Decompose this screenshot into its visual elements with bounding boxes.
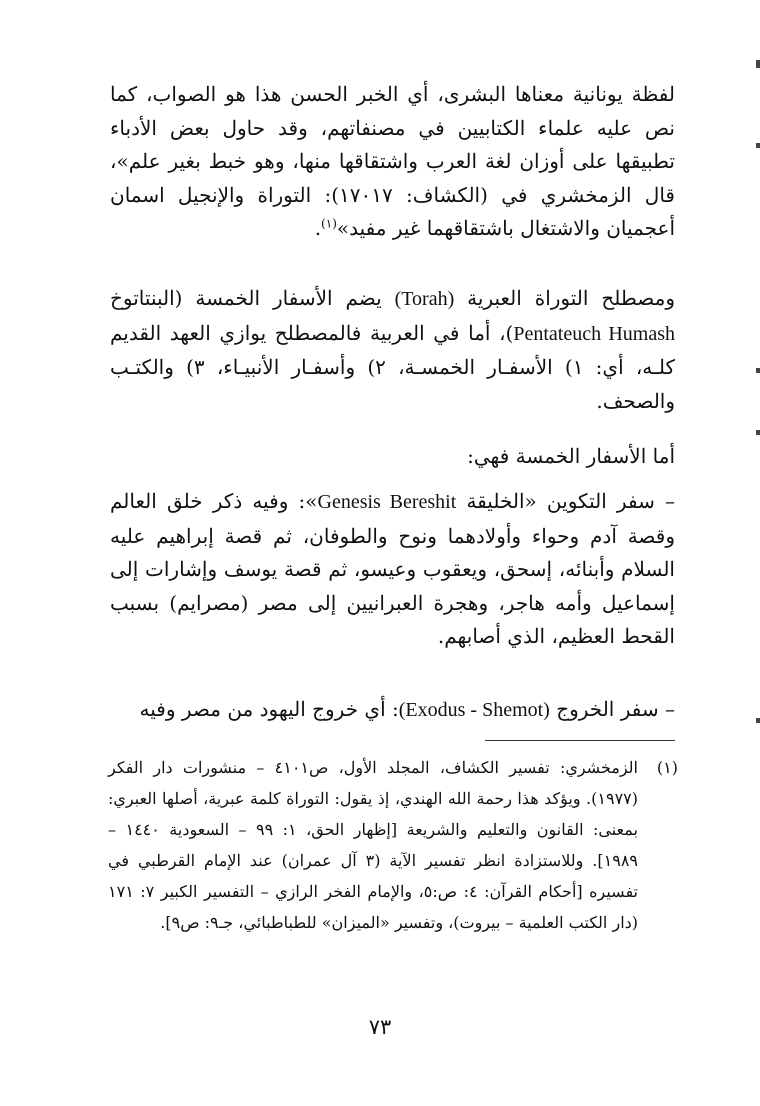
scan-edge-mark <box>756 143 760 148</box>
paragraph-1-end: . <box>314 216 322 240</box>
paragraph-exodus <box>110 693 675 728</box>
paragraph-genesis <box>110 485 675 654</box>
five-books-heading: أما الأسفار الخمسة فهي: <box>467 444 675 468</box>
paragraph-4-text-b: »: وفيه ذكر خلق العالم وقصة آدم وحواء وأولادهما ونوح والطوفان، ثم قصة إبراهيم عليه السلام وأبنائه، إسحق، ويعقوب وعيسو، ثم قصة يوسف وإشارات إلى إسماعيل وأمه هاجر، وهجرة العبرانيين إلى مصر (مصرايم) بسبب القحط العظيم، الذي أصابهم. <box>110 489 675 648</box>
paragraph-gospel-definition <box>110 78 675 246</box>
scan-edge-mark <box>756 718 760 723</box>
scan-edge-mark <box>756 430 760 435</box>
page-number: ٧٣ <box>368 1015 392 1039</box>
footnote-text: الزمخشري: تفسير الكشاف، المجلد الأول، ص٤١٠١ – منشورات دار الفكر (١٩٧٧). ويؤكد هذا رحمة الله الهندي، إذ يقول: التوراة كلمة عبرية، أصلها العبري: بمعنى: القانون والتعليم والشريعة [إظهار الحق، ١: ٩٩ – السعودية ١٤٤٠ – ١٩٨٩]. وللاستزادة انظر تفسير الآية (٣ آل عمران) عند الإمام القرطبي في تفسيره [أحكام القرآن: ٤: ص:٥، والإمام الفخر الرازي – التفسير الكبير ٧: ١٧١ (دار الكتب العلمية – بيروت)، وتفسير «الميزان» للطباطبائي، جـ٩: ص٩]. <box>108 758 639 932</box>
latin-term-pentateuch: Pentateuch Humash <box>513 322 676 345</box>
scan-edge-mark <box>756 60 760 68</box>
paragraph-2-text-b: يضم الأسفار الخمسة (البنتاتوخ <box>110 286 395 310</box>
footnote-divider <box>485 740 675 741</box>
paragraph-1-text: لفظة يونانية معناها البشرى، أي الخبر الحسن هذا هو الصواب، كما نص عليه علماء الكتابيين في مصنفاتهم، وقد حاول بعض الأدباء تطبيقها على أوزان لغة العرب واشتقاقها منها، وهو خبط بغير علم»، قال الزمخشري في (الكشاف: ١٧٠١٧): التوراة والإنجيل اسمان أعجميان والاشتغال باشتقاقهما غير مفيد» <box>110 82 675 240</box>
paragraph-2-text-a: ومصطلح التوراة العبرية <box>454 286 675 310</box>
paragraph-five-books-heading <box>110 440 675 474</box>
paragraph-torah-term <box>110 282 675 418</box>
paragraph-5-text-a: – سفر الخروج <box>549 697 675 721</box>
footnote-reference[interactable]: (١) <box>321 216 337 231</box>
latin-term-exodus: (Exodus - Shemot) <box>398 699 550 721</box>
paragraph-4-text-a: – سفر التكوين «الخليقة <box>456 489 675 513</box>
footnote <box>108 752 678 938</box>
scan-edge-mark <box>756 368 760 373</box>
latin-term-torah: (Torah) <box>394 288 455 310</box>
paragraph-2-text-c: )، أما في العربية فالمصطلح يوازي العهد القديم كلـه، أي: ١) الأسفـار الخمسـة، ٢) وأسفـار الأنبيـاء، ٣) والكتـب والصحف. <box>110 320 676 413</box>
paragraph-5-text-b: : أي خروج اليهود من مصر وفيه <box>139 697 399 721</box>
footnote-number: (١) <box>656 758 678 777</box>
latin-term-genesis: Genesis Bereshit <box>317 491 457 513</box>
